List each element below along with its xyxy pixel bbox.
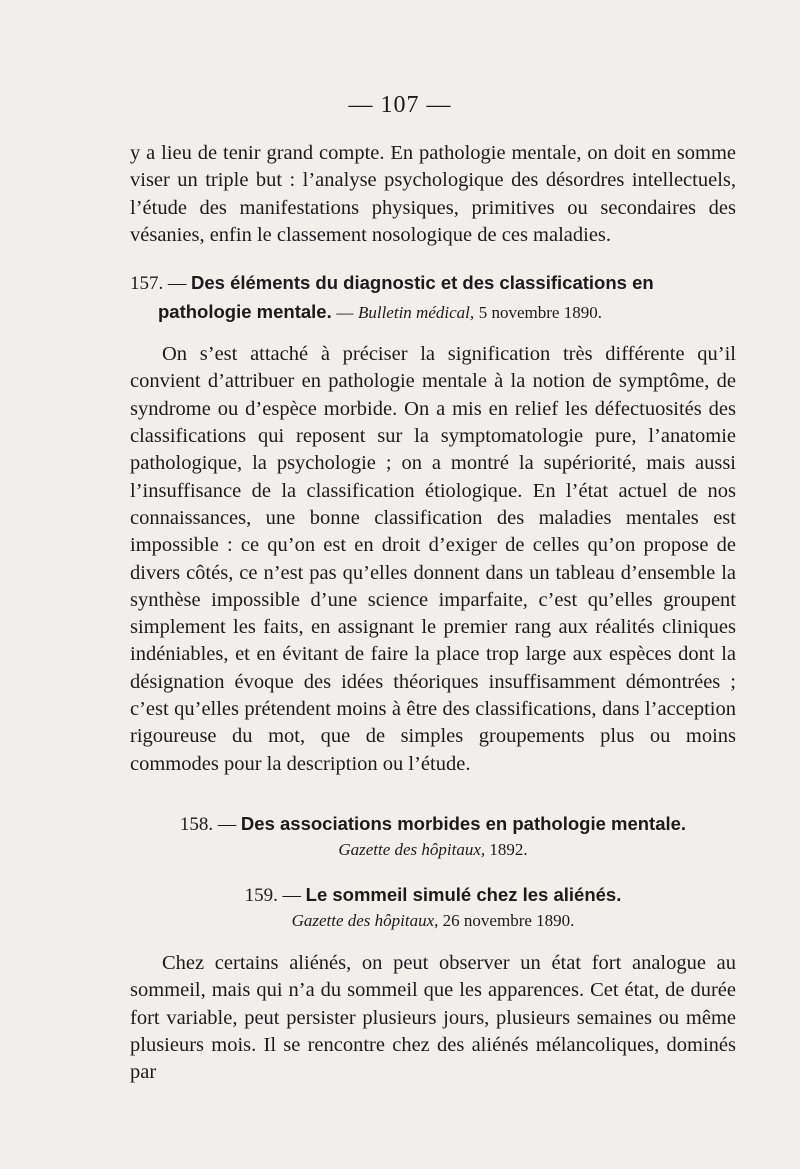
page-number: — 107 —	[348, 92, 452, 118]
entry-158-title: Des associations morbides en pathologie mentale.	[240, 812, 687, 834]
entry-158-source: Gazette des hôpitaux,	[338, 839, 486, 859]
entry-158-dash: —	[217, 814, 237, 835]
entry-159-title: Le sommeil simulé chez les aliénés.	[305, 883, 622, 905]
entry-159-number: 159.	[244, 884, 278, 906]
intro-paragraph: y a lieu de tenir grand compte. En pathologie mentale, on doit en somme viser un triple but : l’analyse psychologique des désordres intellectuels, l’étude des manifestations physiques, primitives ou secondaires des vésanies, enfin le classement nosologique de ces maladies.	[130, 142, 736, 246]
entry-157-source: Bulletin médical,	[357, 303, 475, 323]
entry-159-dash: —	[282, 885, 302, 906]
entry-159-heading	[130, 881, 736, 910]
entry-158-date: 1892.	[489, 839, 528, 859]
entry-159-source-line	[130, 910, 736, 932]
page-content	[130, 140, 736, 1086]
entry-158-source-line	[130, 839, 736, 861]
entry-157-source-dash: —	[336, 303, 354, 323]
entry-159-date: 26 novembre 1890.	[442, 910, 575, 930]
entry-159-paragraph: Chez certains aliénés, on peut observer un état fort analogue au sommeil, mais qui n’a du sommeil que les apparences. Cet état, de durée fort variable, peut persister plusieurs jours, plusieurs semaines ou même plusieurs mois. Il se rencontre chez des aliénés mélancoliques, dominés par	[130, 951, 736, 1084]
entry-157-heading	[130, 269, 736, 327]
entry-158-number: 158.	[179, 813, 214, 835]
entry-157-date: 5 novembre 1890.	[478, 303, 602, 323]
entry-157-dash: —	[167, 274, 187, 295]
entry-158-heading	[130, 810, 736, 839]
entry-157-number: 157.	[130, 273, 164, 295]
entry-157-title: Des éléments du diagnostic et des classifications en pathologie mentale.	[158, 272, 654, 323]
entry-157-paragraph: On s’est attaché à préciser la signification très différente qu’il convient d’attribuer en pathologie mentale à la notion de symptôme, de syndrome ou d’espèce morbide. On a mis en relief les défectuosités des classifications qui reposent sur la symptomatologie pure, l’anatomie pathologique, la psychologie ; on a montré la supériorité, mais aussi l’insuffisance de la classification étiologique. En l’état actuel de nos connaissances, une bonne classification des maladies mentales est impossible : ce qu’on est en droit d’exiger de celles qu’on propose de divers côtés, ce n’est pas qu’elles donnent dans un tableau d’ensemble la synthèse impossible d’une science imparfaite, c’est qu’elles groupent simplement les faits, en assignant le premier rang aux réalités cliniques indéniables, et en évitant de faire la place trop large aux espèces dont la désignation évoque des idées théoriques insuffisamment démontrées ; c’est qu’elles prétendent moins à être des classifications, dans l’acception rigoureuse du mot, que de simples groupements plus ou moins commodes pour la description ou l’étude.	[130, 343, 736, 775]
entry-159-source: Gazette des hôpitaux,	[291, 910, 439, 930]
